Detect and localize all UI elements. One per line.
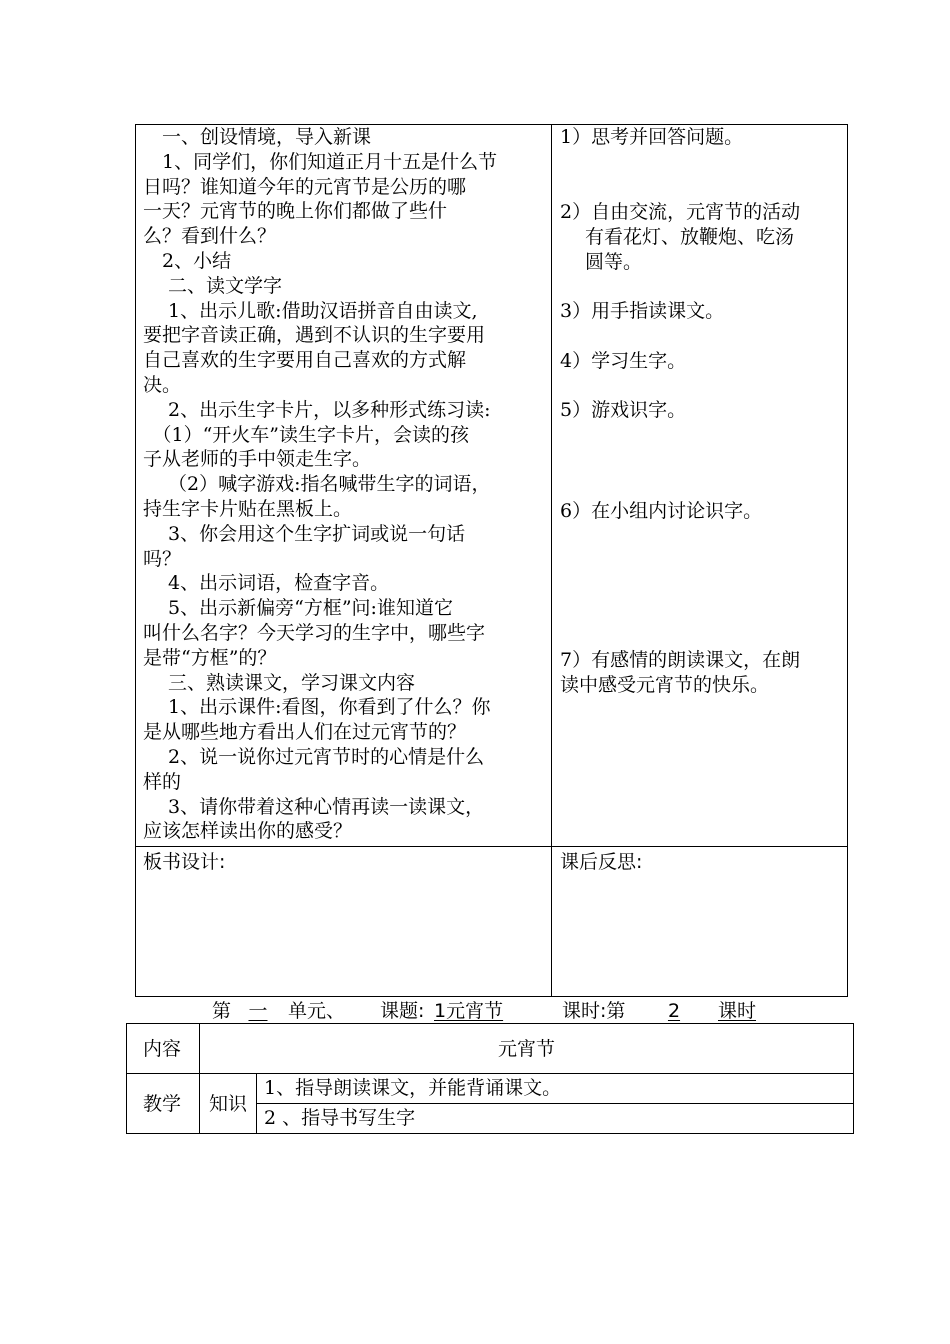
- knowledge-label: 知识: [208, 1093, 247, 1115]
- info-table-row-divider: [126, 1073, 854, 1074]
- teacher-line: 1、出示课件:看图，你看到了什么？你: [143, 696, 491, 719]
- process-table-left-border: [135, 124, 136, 997]
- goal-label: 教学: [142, 1093, 181, 1115]
- teacher-line: 2、出示生字卡片，以多种形式练习读:: [143, 398, 491, 421]
- teacher-line: 子从老师的手中领走生字。: [143, 448, 372, 471]
- teacher-line: 三、熟读课文，学习课文内容: [143, 671, 416, 694]
- period-label: 课时:第: [562, 1000, 626, 1022]
- process-table-row-divider: [135, 846, 848, 847]
- teacher-line: 要把字音读正确，遇到不认识的生字要用: [143, 324, 486, 347]
- teacher-line: 1、出示儿歌:借助汉语拼音自由读文,: [143, 299, 478, 322]
- teacher-line: 么？看到什么？: [143, 225, 277, 248]
- teacher-line: 1、同学们，你们知道正月十五是什么节: [143, 150, 498, 173]
- knowledge-item: 2 、指导书写生字: [264, 1107, 416, 1129]
- student-item-line: 3）用手指读课文。: [560, 300, 725, 322]
- topic-label: 课题:: [380, 1000, 425, 1022]
- info-table-subrow-divider: [256, 1103, 854, 1104]
- teacher-line: 二、读文学字: [143, 274, 283, 297]
- unit-value: 一: [248, 1000, 268, 1022]
- student-item-line: 圆等。: [560, 251, 643, 273]
- content-value: 元宵节: [497, 1037, 555, 1060]
- teacher-line: 是从哪些地方看出人们在过元宵节的？: [143, 721, 467, 744]
- teacher-line: 5、出示新偏旁“方框”问:谁知道它: [143, 597, 453, 620]
- teacher-line: 3、请你带着这种心情再读一读课文，: [143, 795, 485, 818]
- teacher-line: （1）“开火车”读生字卡片，会读的孩: [143, 423, 470, 446]
- student-item-line: 2）自由交流，元宵节的活动: [560, 201, 801, 223]
- period-suffix: 课时: [718, 1000, 757, 1022]
- teacher-line: 自己喜欢的生字要用自己喜欢的方式解: [143, 349, 467, 372]
- teacher-line: 应该怎样读出你的感受？: [143, 820, 353, 843]
- knowledge-item: 1、指导朗读课文，并能背诵课文。: [264, 1077, 562, 1099]
- process-table-column-divider: [551, 124, 552, 997]
- student-item-line: 7）有感情的朗读课文，在朗: [560, 649, 801, 671]
- teacher-line: （2）喊字游戏:指名喊带生字的词语，: [143, 473, 491, 496]
- content-label: 内容: [142, 1038, 181, 1060]
- topic-value: 1元宵节: [434, 1000, 504, 1022]
- student-item-line: 5）游戏识字。: [560, 399, 687, 421]
- teacher-line: 日吗？谁知道今年的元宵节是公历的哪: [143, 175, 467, 198]
- header-prefix: 第: [212, 1000, 232, 1022]
- student-item-line: 1）思考并回答问题。: [560, 126, 744, 148]
- info-table-left-border: [126, 1023, 127, 1134]
- teacher-line: 样的: [143, 770, 182, 793]
- teacher-line: 吗？: [143, 547, 182, 570]
- teacher-line: 决。: [143, 374, 182, 396]
- process-table-right-border: [847, 124, 848, 997]
- unit-suffix: 单元、: [288, 1000, 346, 1022]
- board-design-label: 板书设计:: [143, 851, 226, 873]
- student-item-line: 6）在小组内讨论识字。: [560, 500, 763, 522]
- info-table-col2-divider: [256, 1073, 257, 1134]
- teacher-line: 持生字卡片贴在黑板上。: [143, 498, 353, 520]
- teacher-line: 3、你会用这个生字扩词或说一句话: [143, 522, 466, 545]
- student-item-line: 4）学习生字。: [560, 350, 687, 372]
- teacher-line: 4、出示词语，检查字音。: [143, 572, 390, 595]
- student-item-line: 有看花灯、放鞭炮、吃汤: [560, 226, 795, 248]
- process-table-bottom-border: [135, 996, 848, 997]
- teacher-line: 一、创设情境，导入新课: [143, 126, 372, 148]
- teacher-line: 是带“方框”的？: [143, 646, 277, 669]
- reflection-label: 课后反思:: [560, 851, 643, 873]
- info-table-right-border: [853, 1023, 854, 1134]
- teacher-line: 2、小结: [143, 250, 232, 272]
- teacher-line: 一天？元宵节的晚上你们都做了些什: [143, 200, 448, 223]
- teacher-line: 2、说一说你过元宵节时的心情是什么: [143, 746, 485, 768]
- info-table-bottom-border: [126, 1133, 854, 1134]
- teacher-line: 叫什么名字？今天学习的生字中，哪些字: [143, 622, 486, 644]
- period-value: 2: [667, 1000, 681, 1022]
- student-item-line: 读中感受元宵节的快乐。: [560, 674, 770, 696]
